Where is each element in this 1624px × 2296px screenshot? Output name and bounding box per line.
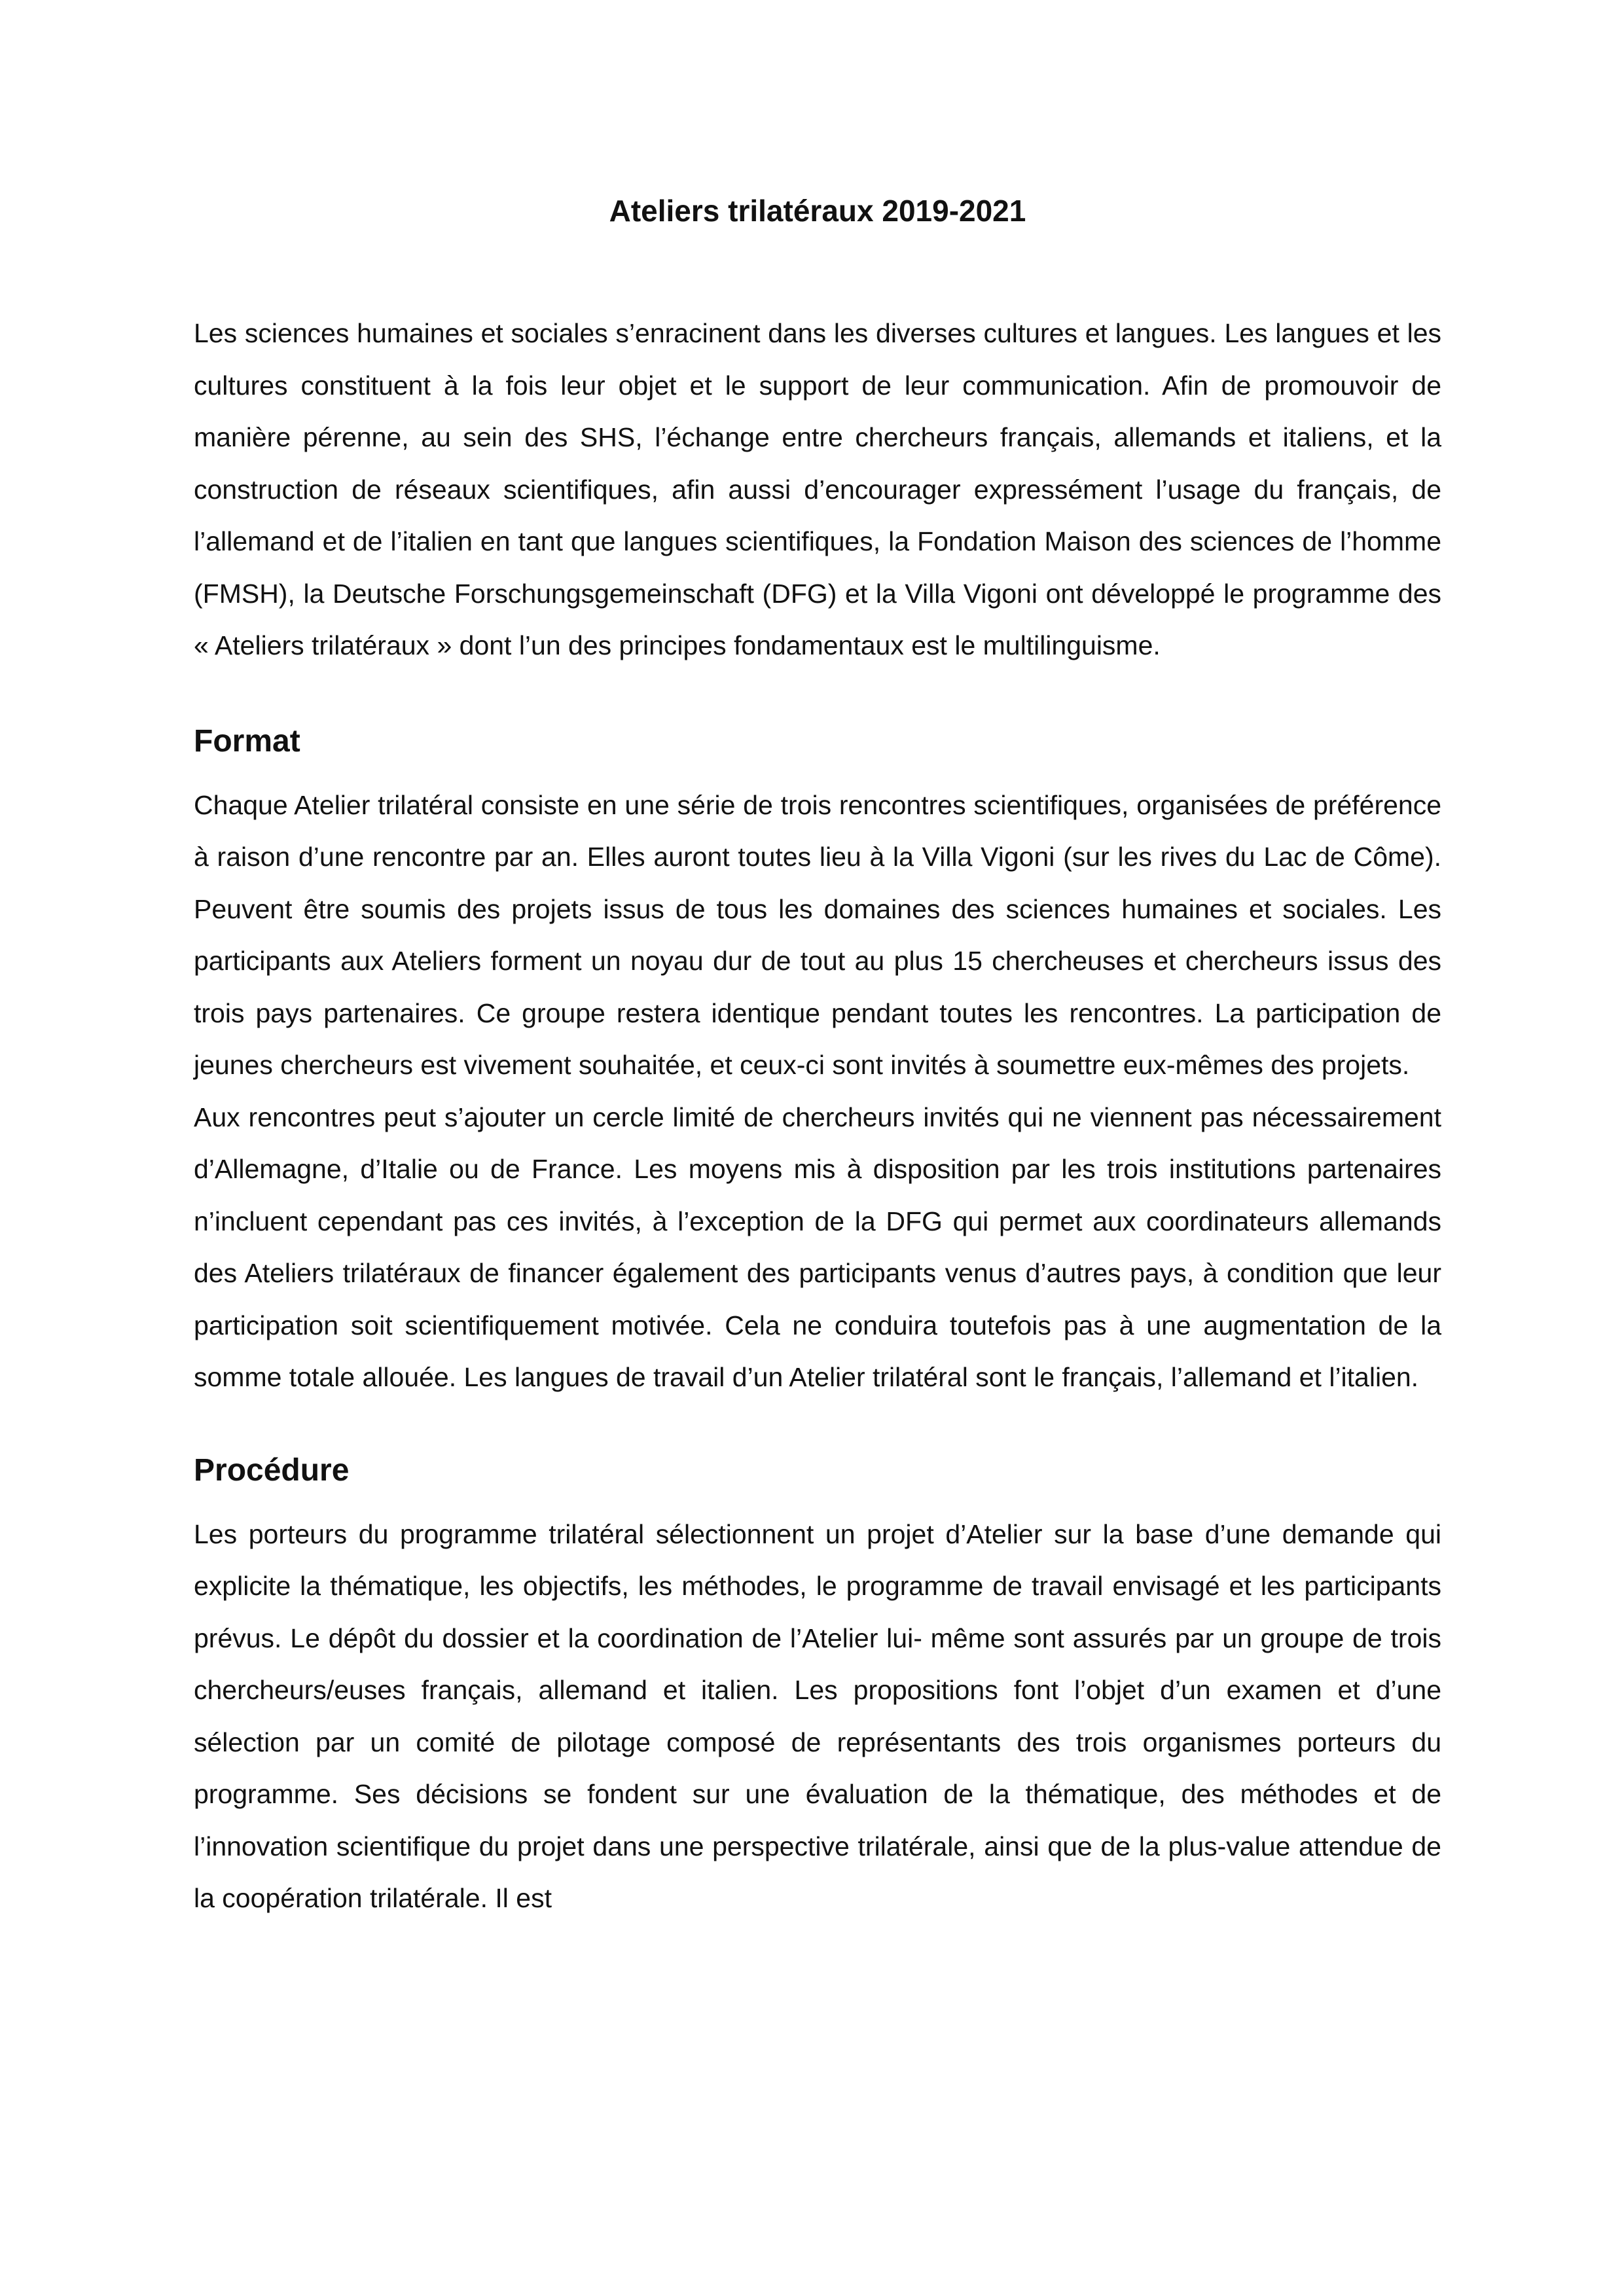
format-paragraph-2: Aux rencontres peut s’ajouter un cercle limité de chercheurs invités qui ne viennent pas nécessairement d’Allemagne, d’Italie ou de France. Les moyens mis à disposition par les trois institutions partenaires n’incluent cependant pas ces invités, à l’exception de la DFG qui permet aux coordinateurs allemands des Ateliers trilatéraux de financer également des participants venus d’autres pays, à condition que leur participation soit scientifiquement motivée. Cela ne conduira toutefois pas à une augmentation de la somme totale allouée. Les langues de travail d’un Atelier trilatéral sont le français, l’allemand et l’italien. (194, 1102, 1441, 1392)
document-body (194, 190, 1441, 1925)
section-heading-format: Format (194, 723, 300, 759)
document-title: Ateliers trilatéraux 2019-2021 (609, 194, 1026, 228)
section-heading-procedure: Procédure (194, 1452, 350, 1488)
procedure-paragraph-1: Les porteurs du programme trilatéral sélectionnent un projet d’Atelier sur la base d’une demande qui explicite la thématique, les objectifs, les méthodes, le programme de travail envisagé et les participants prévus. Le dépôt du dossier et la coordination de l’Atelier lui- même sont assurés par un groupe de trois chercheurs/euses français, allemand et italien. Les propositions font l’objet d’un examen et d’une sélection par un comité de pilotage composé de représentants des trois organismes porteurs du programme. Ses décisions se fondent sur une évaluation de la thématique, des méthodes et de l’innovation scientifique du projet dans une perspective trilatérale, ainsi que de la plus-value attendue de la coopération trilatérale. Il est (194, 1518, 1441, 1913)
intro-paragraph: Les sciences humaines et sociales s’enracinent dans les diverses cultures et langues. Les langues et les cultures constituent à la fois leur objet et le support de leur communication. Afin de promouvoir de manière pérenne, au sein des SHS, l’échange entre chercheurs français, allemands et italiens, et la construction de réseaux scientifiques, afin aussi d’encourager expressément l’usage du français, de l’allemand et de l’italien en tant que langues scientifiques, la Fondation Maison des sciences de l’homme (FMSH), la Deutsche Forschungsgemeinschaft (DFG) et la Villa Vigoni ont développé le programme des « Ateliers trilatéraux » dont l’un des principes fondamentaux est le multilinguisme. (194, 318, 1441, 660)
format-paragraph-1: Chaque Atelier trilatéral consiste en une série de trois rencontres scientifiques, organisées de préférence à raison d’une rencontre par an. Elles auront toutes lieu à la Villa Vigoni (sur les rives du Lac de Côme). Peuvent être soumis des projets issus de tous les domaines des sciences humaines et sociales. Les participants aux Ateliers forment un noyau dur de tout au plus 15 chercheuses et chercheurs issus des trois pays partenaires. Ce groupe restera identique pendant toutes les rencontres. La participation de jeunes chercheurs est vivement souhaitée, et ceux-ci sont invités à soumettre eux-mêmes des projets. (194, 789, 1441, 1080)
